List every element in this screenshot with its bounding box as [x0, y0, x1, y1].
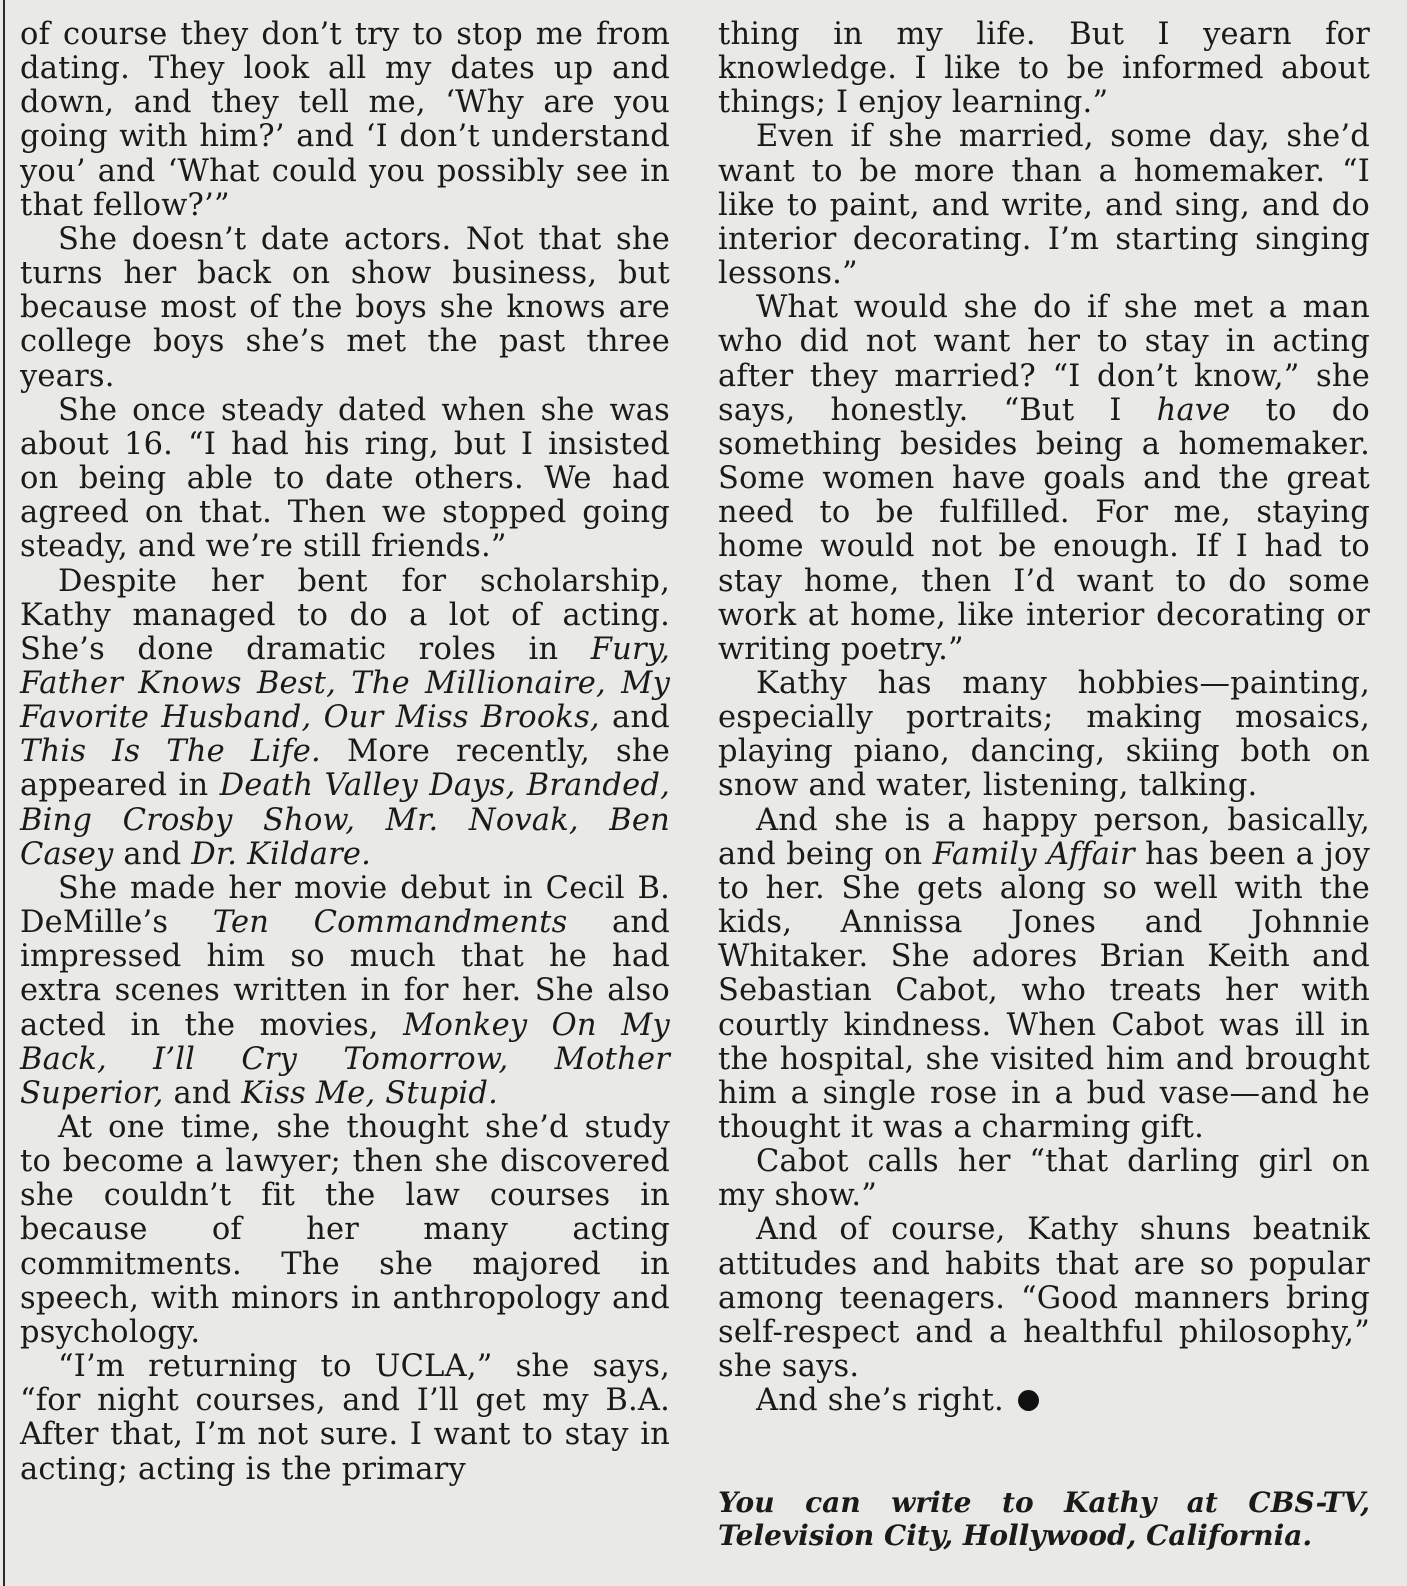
- tv-show-titles: Fury, Father Knows Best, The Millionaire, My Favorite Husband, Our Miss Brooks,: [20, 631, 670, 736]
- text-run: has been a joy to her. She gets along so well with the kids, Annissa Jones and Johnnie Whitaker. She adores Brian Keith and Sebastian Cabot, who treats her with courtly kindness. When Cabot was ill in the hospital, she visited him and brought him a single rose in a bud vase—and he thought it was a charming gift.: [718, 836, 1371, 1145]
- text-run: and impressed him so much that he had extra scenes written in for her. She also acted in the movies,: [20, 905, 670, 1043]
- paragraph: “I’m returning to UCLA,” she says, “for night courses, and I’ll get my B.A. After that, I’m not sure. I want to stay in acting; acting is the primary: [20, 1349, 670, 1487]
- text-run: and: [599, 700, 670, 736]
- article-column-right: [718, 18, 1370, 1418]
- text-run: And she’s right.: [756, 1383, 1004, 1419]
- paragraph: She once steady dated when she was about 16. “I had his ring, but I insisted on being able to date others. We had agreed on that. Then we stopped going steady, and we’re still friends.”: [20, 392, 670, 565]
- paragraph: thing in my life. But I yearn for knowledge. I like to be informed about things; I enjoy learning.”: [718, 17, 1370, 121]
- text-run: to do something besides being a homemaker. Some women have goals and the great need to be fulfilled. For me, staying home would not be enough. If I had to stay home, then I’d want to do some work at home, like interior decorating or writing poetry.”: [718, 392, 1370, 667]
- text-run: And she is a happy person, basically, and being on: [718, 802, 1370, 872]
- paragraph: [718, 804, 1370, 1146]
- movie-title: Ten Commandments: [212, 905, 568, 941]
- end-mark-icon: [1018, 1390, 1039, 1411]
- paragraph: Even if she married, some day, she’d want to be more than a homemaker. “I like to paint, and write, and sing, and do interior decorating. I’m starting singing lessons.”: [718, 119, 1370, 292]
- tv-show-title: This Is The Life.: [20, 734, 321, 770]
- paragraph: And of course, Kathy shuns beatnik attitudes and habits that are so popular among teenagers. “Good manners bring self-respect and a healthful philosophy,” she says.: [718, 1212, 1370, 1385]
- text-run: and: [163, 1075, 242, 1111]
- tv-show-title: Family Affair: [932, 836, 1135, 872]
- article-column-left: [20, 18, 670, 1487]
- paragraph: She doesn’t date actors. Not that she turns her back on show business, but because most of the boys she knows are college boys she’s met the past three years.: [20, 221, 670, 394]
- text-run: Despite her bent for scholarship, Kathy managed to do a lot of acting. She’s done dramatic roles in: [20, 563, 670, 667]
- reader-mail-credit: You can write to Kathy at CBS-TV, Television City, Hollywood, California.: [718, 1486, 1370, 1552]
- tv-show-titles: Death Valley Days, Branded, Bing Crosby Show, Mr. Novak, Ben Casey: [20, 768, 670, 872]
- paragraph: At one time, she thought she’d study to become a lawyer; then she discovered she couldn’t fit the law courses in because of her many acting commitments. The she majored in speech, with minors in anthropology and psychology.: [20, 1110, 670, 1350]
- text-run: and: [113, 836, 192, 872]
- left-margin-rule: [3, 0, 5, 1586]
- text-run: She made her movie debut in Cecil B. DeMille’s: [20, 870, 670, 941]
- movie-titles: Monkey On My Back, I’ll Cry Tomorrow, Mother Superior,: [20, 1007, 670, 1111]
- tv-show-title: Dr. Kildare.: [191, 836, 372, 872]
- paragraph-movie-debut: [20, 872, 670, 1111]
- movie-title: Kiss Me, Stupid.: [241, 1075, 498, 1111]
- paragraph-acting-roles: [20, 565, 670, 872]
- closing-paragraph: [718, 1384, 1370, 1418]
- paragraph: Cabot calls her “that darling girl on my show.”: [718, 1144, 1370, 1214]
- paragraph: of course they don’t try to stop me from dating. They look all my dates up and down, and they tell me, ‘Why are you going with him?’ and ‘I don’t understand you’ and ‘What could you possibly see in that fellow?’”: [20, 17, 670, 223]
- text-run: More recently, she appeared in: [20, 734, 670, 804]
- emphasis: have: [1156, 392, 1231, 428]
- paragraph: Kathy has many hobbies—painting, especially portraits; making mosaics, playing piano, dancing, skiing both on snow and water, listening, talking.: [718, 665, 1370, 804]
- text-run: What would she do if she met a man who did not want her to stay in acting after they married? “I don’t know,” she says, honestly. “But I: [718, 290, 1370, 428]
- paragraph: [718, 291, 1370, 667]
